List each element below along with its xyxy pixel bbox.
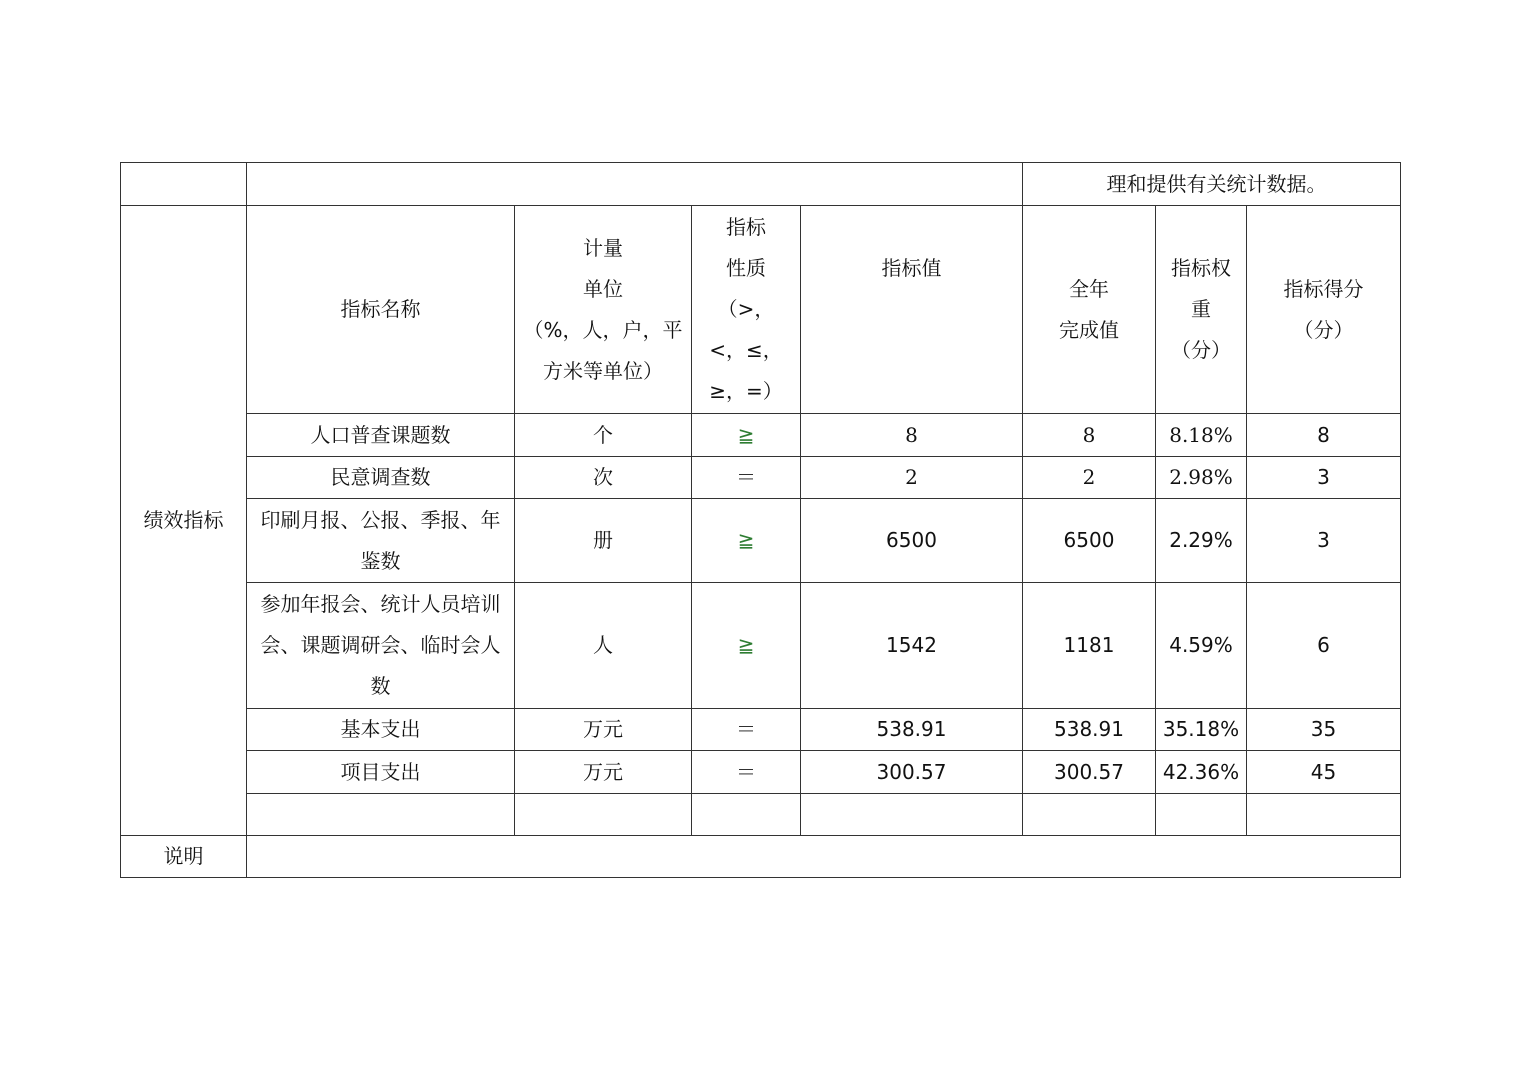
indicator-value: 300.57 [801,751,1023,794]
indicator-weight: 2.98% [1156,457,1247,499]
indicator-weight: 42.36% [1156,751,1247,794]
empty-cell [247,163,1023,206]
indicator-weight: 35.18% [1156,709,1247,751]
indicator-name: 印刷月报、公报、季报、年 鉴数 [247,499,515,583]
indicator-value: 6500 [801,499,1023,583]
table-row [121,583,1401,709]
indicator-nature: ≧ [692,499,801,583]
header-weight: 指标权 重 （分） [1156,206,1247,414]
header-value: 指标值 [801,206,1023,414]
empty-cell [1156,794,1247,836]
indicator-value: 8 [801,414,1023,457]
footer-label: 说明 [121,836,247,878]
indicator-name: 参加年报会、统计人员培训 会、课题调研会、临时会人 数 [247,583,515,709]
indicator-unit: 人 [515,583,692,709]
footer-row [121,836,1401,878]
indicator-weight: 4.59% [1156,583,1247,709]
indicator-done: 538.91 [1023,709,1156,751]
indicator-name: 项目支出 [247,751,515,794]
table-row [121,163,1401,206]
table-row [121,709,1401,751]
header-row [121,206,1401,414]
header-done: 全年 完成值 [1023,206,1156,414]
table-row [121,499,1401,583]
header-score: 指标得分 （分） [1247,206,1401,414]
indicator-unit: 册 [515,499,692,583]
indicator-nature: ＝ [692,457,801,499]
indicator-value: 538.91 [801,709,1023,751]
table-row [121,751,1401,794]
indicator-name: 民意调查数 [247,457,515,499]
indicator-score: 45 [1247,751,1401,794]
empty-cell [801,794,1023,836]
header-nature: 指标 性质 （>， <，≤， ≥，=） [692,206,801,414]
note-cell: 理和提供有关统计数据。 [1023,163,1401,206]
performance-indicator-table [120,162,1401,878]
indicator-unit: 万元 [515,709,692,751]
indicator-nature: ＝ [692,751,801,794]
indicator-done: 300.57 [1023,751,1156,794]
indicator-unit: 次 [515,457,692,499]
indicator-name: 人口普查课题数 [247,414,515,457]
indicator-done: 8 [1023,414,1156,457]
indicator-unit: 万元 [515,751,692,794]
indicator-nature: ≧ [692,414,801,457]
indicator-done: 6500 [1023,499,1156,583]
indicator-score: 3 [1247,457,1401,499]
indicator-weight: 8.18% [1156,414,1247,457]
empty-cell [247,794,515,836]
header-name: 指标名称 [247,206,515,414]
empty-cell [692,794,801,836]
section-label: 绩效指标 [121,206,247,836]
indicator-score: 8 [1247,414,1401,457]
indicator-value: 2 [801,457,1023,499]
table-row-empty [121,794,1401,836]
indicator-score: 35 [1247,709,1401,751]
indicator-value: 1542 [801,583,1023,709]
empty-cell [515,794,692,836]
indicator-done: 1181 [1023,583,1156,709]
empty-cell [121,163,247,206]
indicator-name: 基本支出 [247,709,515,751]
indicator-done: 2 [1023,457,1156,499]
footer-content [247,836,1401,878]
indicator-score: 3 [1247,499,1401,583]
table-row [121,457,1401,499]
table-row [121,414,1401,457]
empty-cell [1247,794,1401,836]
empty-cell [1023,794,1156,836]
indicator-unit: 个 [515,414,692,457]
indicator-nature: ≧ [692,583,801,709]
indicator-weight: 2.29% [1156,499,1247,583]
indicator-nature: ＝ [692,709,801,751]
header-unit: 计量 单位 （%，人，户，平 方米等单位） [515,206,692,414]
indicator-score: 6 [1247,583,1401,709]
